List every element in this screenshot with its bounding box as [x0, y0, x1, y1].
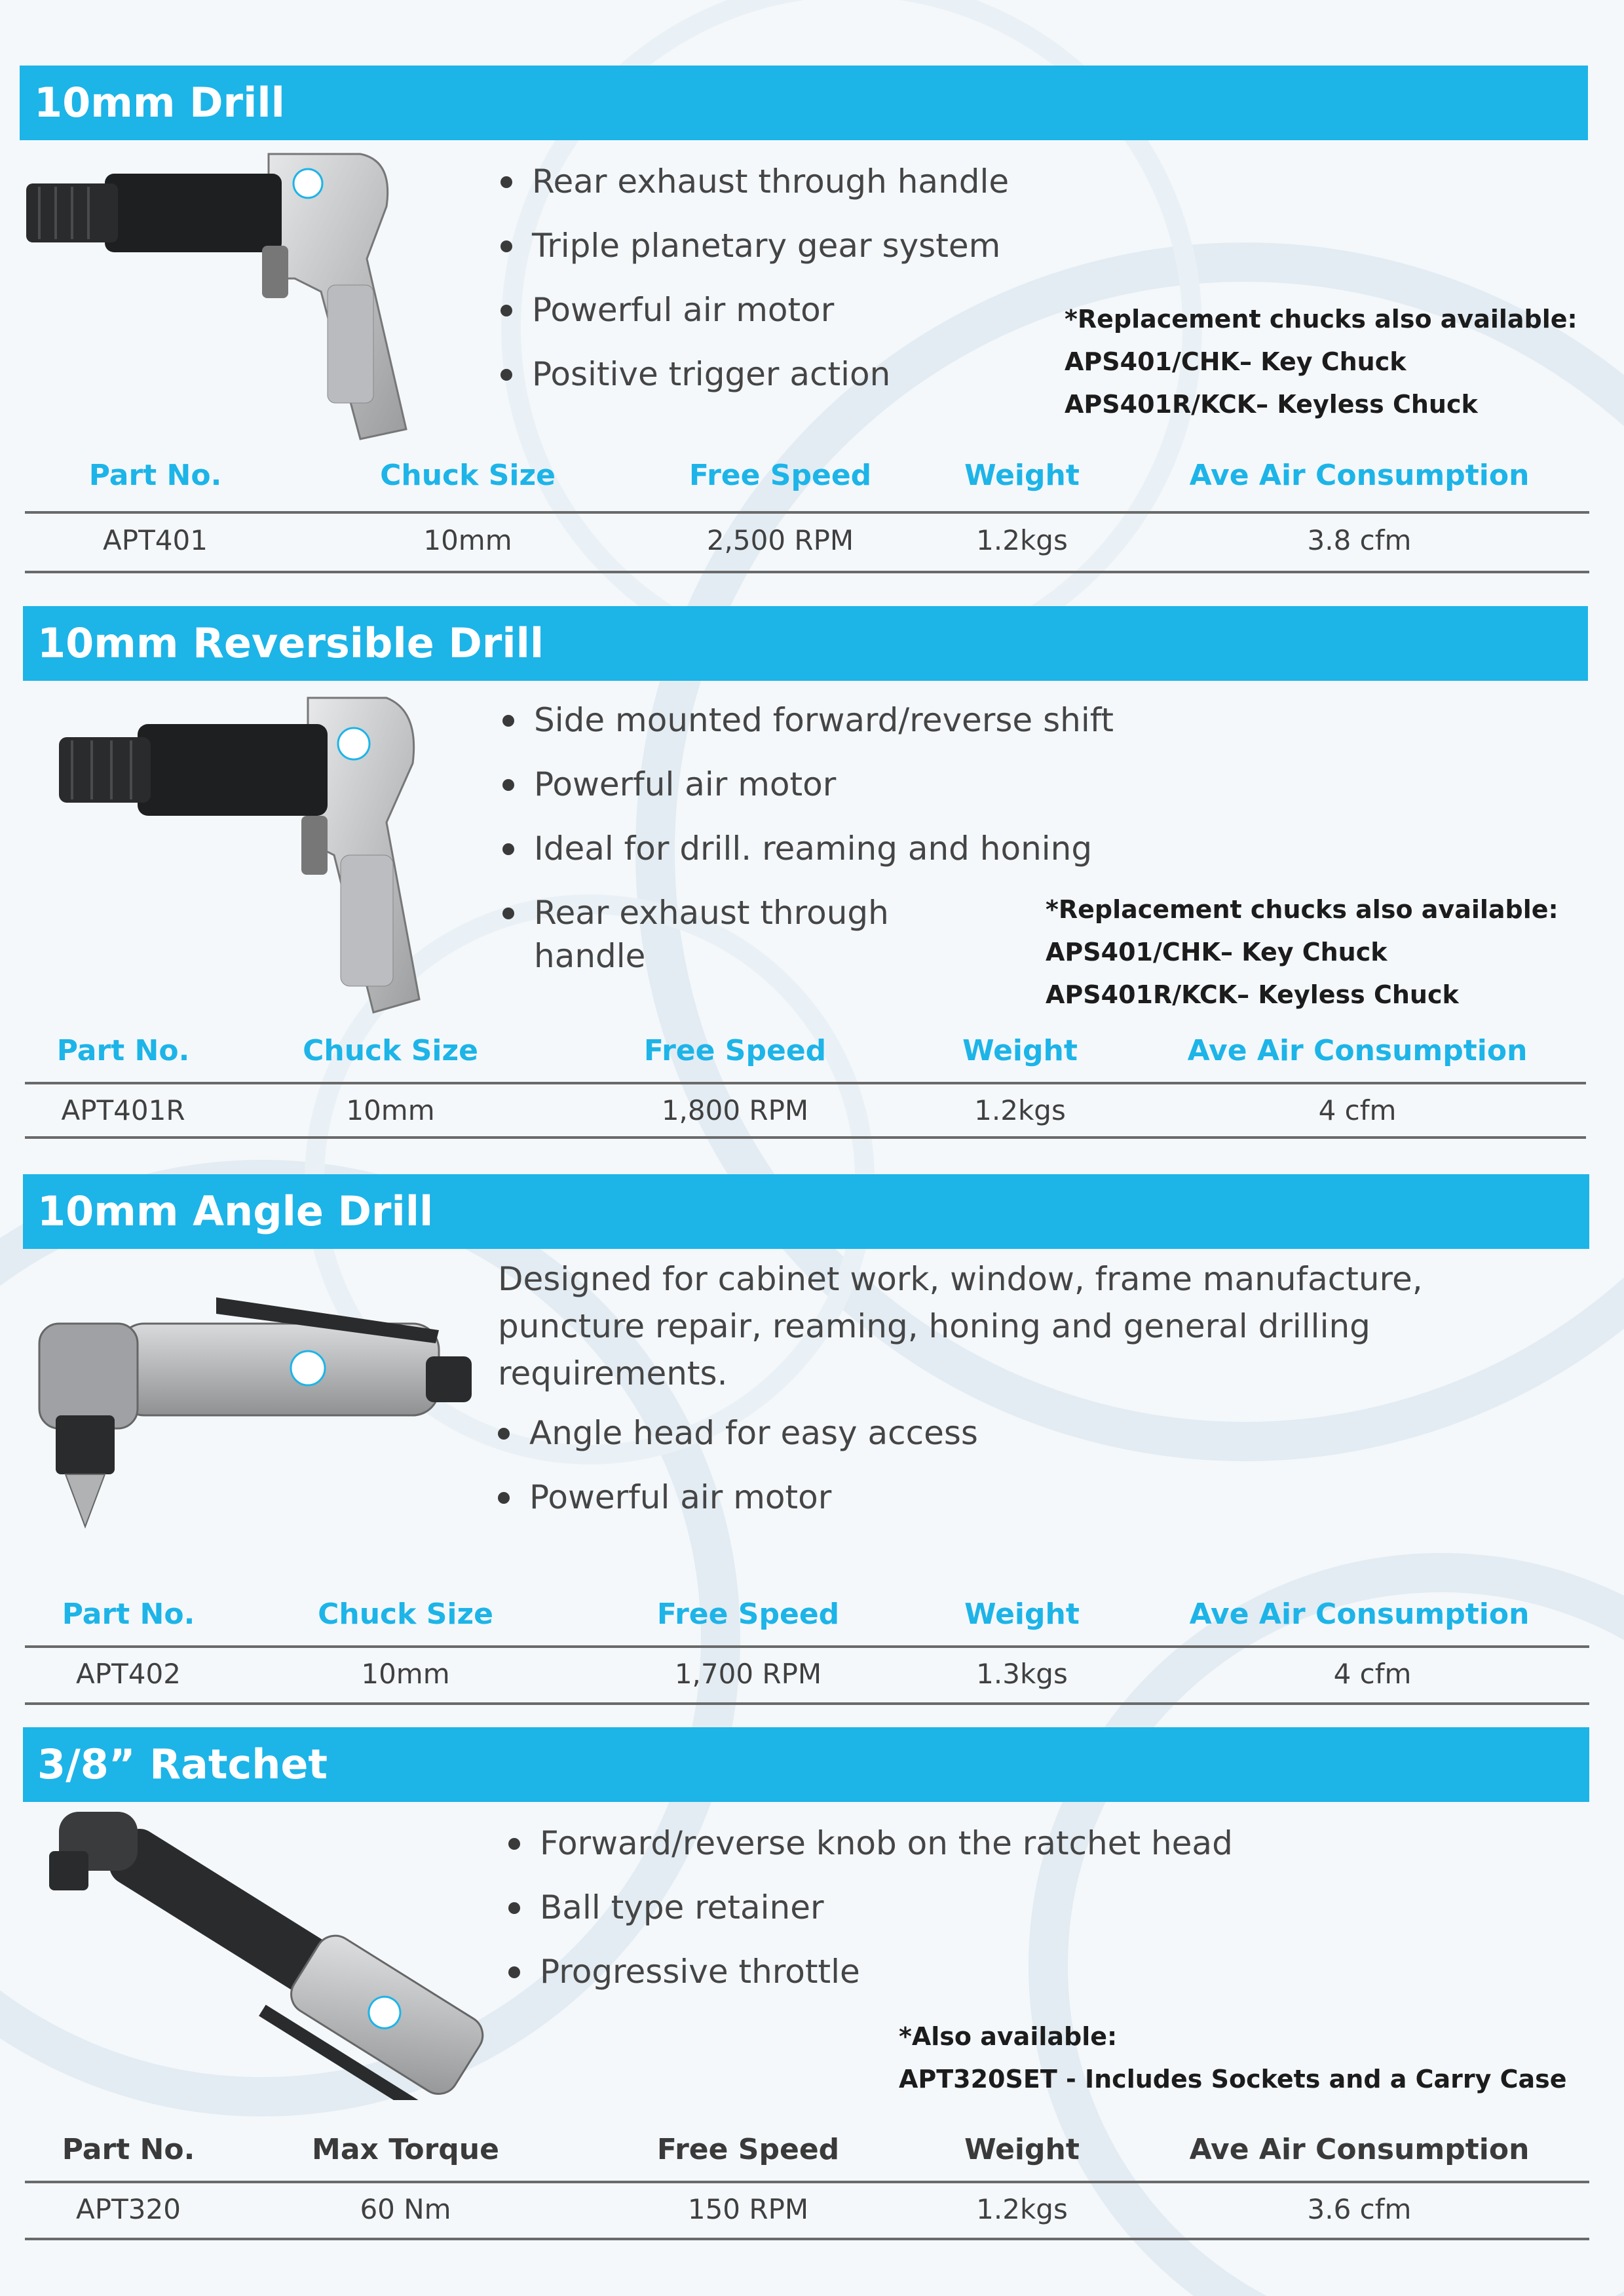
section-title: 10mm Reversible Drill: [23, 606, 1588, 681]
table-rule: [25, 511, 1589, 514]
cell-air-consumption: 4 cfm: [1333, 1658, 1412, 1690]
reversible-drill-image: [46, 691, 472, 1019]
note-line: APS401R/KCK– Keyless Chuck: [1046, 980, 1459, 1009]
col-weight: Weight: [964, 2133, 1080, 2166]
cell-max-torque: 60 Nm: [360, 2193, 451, 2225]
feature-item: Angle head for easy access: [495, 1411, 1150, 1455]
cell-weight: 1.2kgs: [976, 2193, 1068, 2225]
col-chuck-size: Chuck Size: [318, 1598, 493, 1631]
table-rule: [25, 571, 1589, 573]
col-free-speed: Free Speed: [689, 459, 872, 492]
table-rule: [25, 1702, 1589, 1705]
section-title: 10mm Drill: [20, 66, 1588, 140]
product-description: Designed for cabinet work, window, frame manufacture, puncture repair, reaming, honing and general drilling requirements.: [498, 1260, 1423, 1392]
cell-free-speed: 150 RPM: [687, 2193, 809, 2225]
feature-item: Triple planetary gear system: [498, 224, 1087, 267]
col-weight: Weight: [962, 1034, 1078, 1067]
feature-item: Positive trigger action: [498, 353, 1087, 396]
table-rule: [25, 1136, 1586, 1139]
table-rule: [25, 1082, 1586, 1084]
col-air-consumption: Ave Air Consumption: [1187, 1034, 1528, 1067]
replacement-note: [1046, 889, 1558, 1016]
note-line: APS401/CHK– Key Chuck: [1065, 347, 1407, 376]
section-title: 3/8” Ratchet: [23, 1727, 1589, 1802]
angle-drill-image: [33, 1284, 491, 1540]
cell-part-no: APT401: [103, 524, 208, 556]
col-free-speed: Free Speed: [656, 1598, 840, 1631]
section-title: 10mm Angle Drill: [23, 1174, 1589, 1249]
col-part-no: Part No.: [62, 1598, 195, 1631]
col-part-no: Part No.: [62, 2133, 195, 2166]
col-part-no: Part No.: [88, 459, 222, 492]
cell-weight: 1.2kgs: [974, 1094, 1066, 1126]
col-free-speed: Free Speed: [656, 2133, 840, 2166]
cell-free-speed: 1,800 RPM: [661, 1094, 809, 1126]
col-weight: Weight: [964, 1598, 1080, 1631]
note-line: *Replacement chucks also available:: [1065, 305, 1577, 334]
table-rule: [25, 2238, 1589, 2240]
cell-weight: 1.2kgs: [976, 524, 1068, 556]
cell-part-no: APT320: [76, 2193, 181, 2225]
feature-item: Side mounted forward/reverse shift: [500, 698, 1142, 742]
feature-item: Powerful air motor: [495, 1476, 1150, 1519]
note-line: *Also available:: [899, 2022, 1118, 2051]
cell-part-no: APT401R: [61, 1094, 185, 1126]
col-free-speed: Free Speed: [643, 1034, 827, 1067]
feature-list: [506, 1822, 1292, 2014]
note-line: APT320SET - Includes Sockets and a Carry Case: [899, 2065, 1567, 2094]
cell-air-consumption: 4 cfm: [1318, 1094, 1397, 1126]
cell-air-consumption: 3.6 cfm: [1307, 2193, 1412, 2225]
feature-list: [495, 1411, 1150, 1540]
feature-item: Powerful air motor: [498, 288, 1087, 332]
cell-free-speed: 1,700 RPM: [674, 1658, 822, 1690]
col-chuck-size: Chuck Size: [303, 1034, 478, 1067]
availability-note: [899, 2016, 1567, 2101]
pistol-drill-image: [20, 147, 472, 442]
feature-item: Ideal for drill. reaming and honing: [500, 827, 1142, 870]
feature-item: Rear exhaust through handle: [500, 891, 914, 978]
cell-chuck-size: 10mm: [423, 524, 512, 556]
feature-item: Powerful air motor: [500, 763, 1142, 806]
table-rule: [25, 1645, 1589, 1648]
feature-item: Forward/reverse knob on the ratchet head: [506, 1822, 1292, 1865]
cell-chuck-size: 10mm: [346, 1094, 435, 1126]
replacement-note: [1065, 298, 1577, 426]
cell-part-no: APT402: [76, 1658, 181, 1690]
feature-list: [498, 160, 1087, 417]
feature-item: Ball type retainer: [506, 1886, 1292, 1929]
table-rule: [25, 2181, 1589, 2183]
col-part-no: Part No.: [56, 1034, 190, 1067]
note-line: *Replacement chucks also available:: [1046, 895, 1558, 924]
cell-weight: 1.3kgs: [976, 1658, 1068, 1690]
ratchet-image: [46, 1805, 504, 2100]
col-weight: Weight: [964, 459, 1080, 492]
note-line: APS401R/KCK– Keyless Chuck: [1065, 390, 1478, 419]
col-chuck-size: Chuck Size: [380, 459, 556, 492]
note-line: APS401/CHK– Key Chuck: [1046, 938, 1388, 966]
feature-item: Rear exhaust through handle: [498, 160, 1087, 203]
cell-chuck-size: 10mm: [361, 1658, 450, 1690]
col-air-consumption: Ave Air Consumption: [1189, 1598, 1530, 1631]
col-max-torque: Max Torque: [312, 2133, 499, 2166]
col-air-consumption: Ave Air Consumption: [1189, 459, 1530, 492]
cell-free-speed: 2,500 RPM: [706, 524, 854, 556]
cell-air-consumption: 3.8 cfm: [1307, 524, 1412, 556]
col-air-consumption: Ave Air Consumption: [1189, 2133, 1530, 2166]
feature-item: Progressive throttle: [506, 1950, 1292, 1993]
